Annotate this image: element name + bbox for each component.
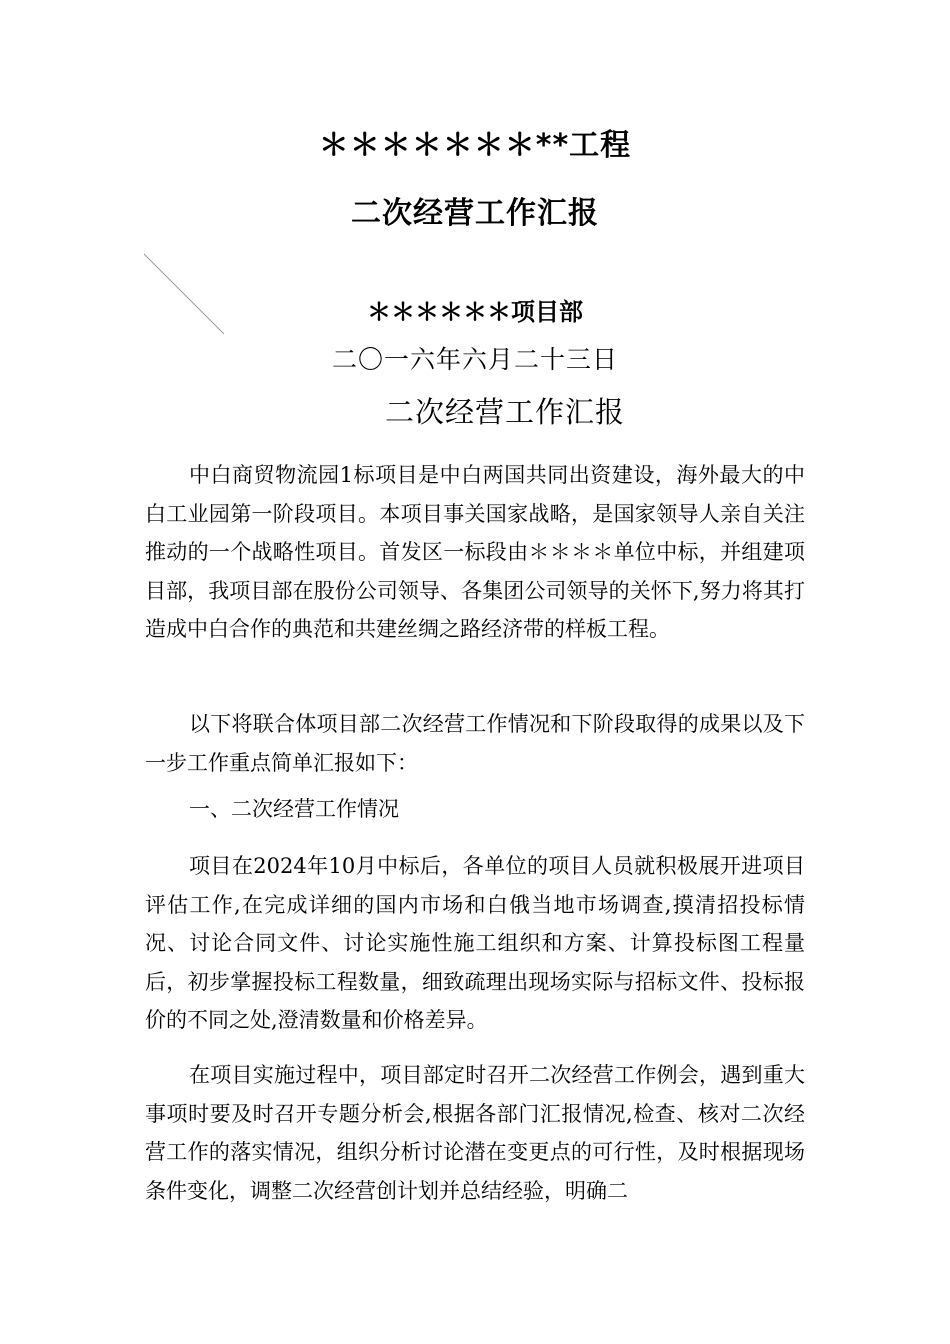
document-title-line1: ＊＊＊＊＊＊＊**工程: [318, 128, 632, 163]
document-title-line2: 二次经营工作汇报: [351, 196, 599, 231]
body-paragraph-evaluation: 项目在2024年10月中标后，各单位的项目人员就积极展开进项目评估工作,在完成详细的国内市场和白俄当地市场调查,摸清招投标情况、讨论合同文件、讨论实施性施工组织和方案、计算投标图工程量后，初步掌握投标工程数量，细致疏理出现场实际与招标文件、投标报价的不同之处,澄清数量和价格差异。: [145, 854, 805, 1032]
body-paragraph-intro: 中白商贸物流园1标项目是中白两国共同出资建设，海外最大的中白工业园第一阶段项目。本项目事关国家战略，是国家领导人亲自关注推动的一个战略性项目。首发区一标段由＊＊＊＊单位中标，并组建项目部，我项目部在股份公司领导、各集团公司领导的关怀下,努力将其打造成中白合作的典范和共建丝绸之路经济带的样板工程。: [145, 463, 805, 641]
body-paragraph-summary: 以下将联合体项目部二次经营工作情况和下阶段取得的成果以及下一步工作重点简单汇报如下：: [145, 712, 805, 775]
body-paragraph-implementation: 在项目实施过程中，项目部定时召开二次经营工作例会，遇到重大事项时要及时召开专题分析会,根据各部门汇报情况,检查、核对二次经营工作的落实情况，组织分析讨论潜在变更点的可行性，及时根据现场条件变化，调整二次经营创计划并总结经验，明确二: [145, 1063, 805, 1203]
report-date: 二〇一六年六月二十三日: [331, 345, 618, 374]
department-name: ＊＊＊＊＊＊项目部: [367, 298, 583, 326]
subsection-heading: 一、二次经营工作情况: [189, 797, 399, 821]
section-heading: 二次经营工作汇报: [384, 395, 625, 429]
